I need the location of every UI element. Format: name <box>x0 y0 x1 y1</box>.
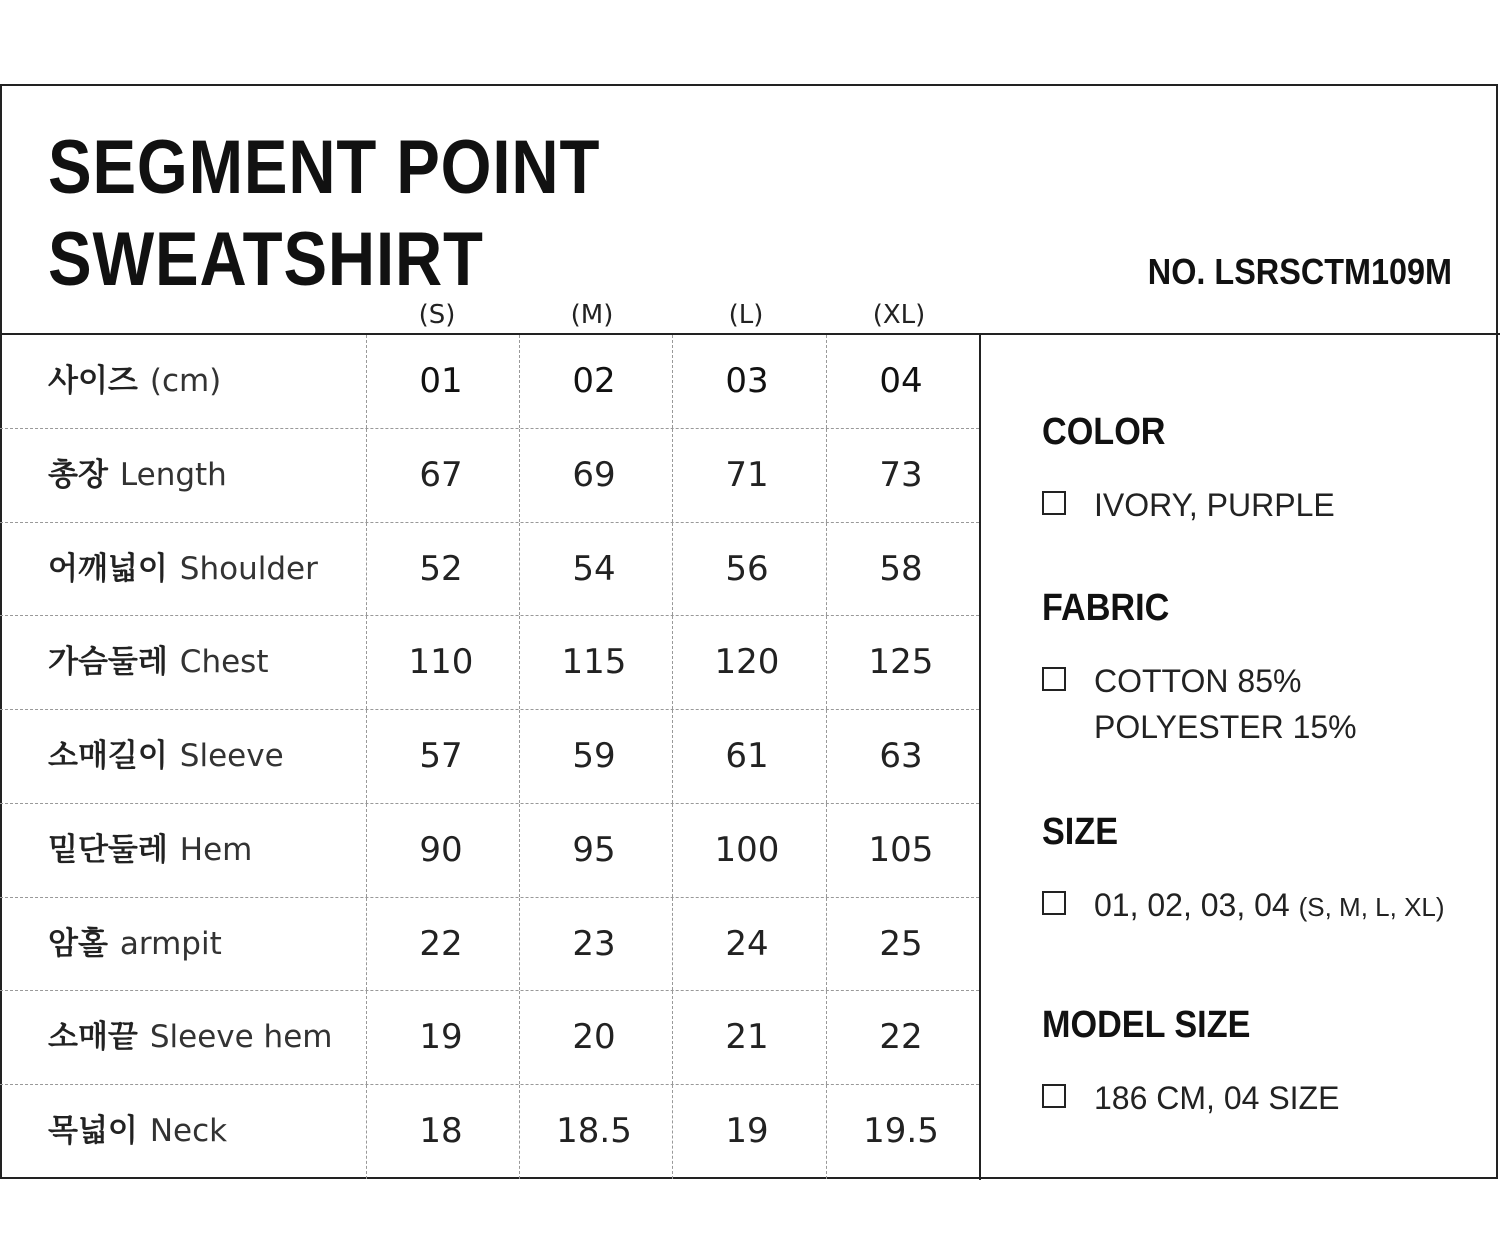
measurement-cell: 56 <box>725 548 769 589</box>
row-label-ko: 가슴둘레 <box>48 644 168 681</box>
checkbox-icon <box>1042 891 1066 915</box>
measurement-cell: 18.5 <box>556 1111 632 1151</box>
measurement-row-neck <box>0 1085 979 1179</box>
product-title-line1: SEGMENT POINT <box>48 125 601 210</box>
row-label-ko: 사이즈 <box>48 363 138 399</box>
measurement-cell: 22 <box>879 1017 923 1058</box>
row-label-ko: 소매끝 <box>48 1019 138 1056</box>
measurement-cell: 19 <box>419 1017 463 1058</box>
fabric-heading: FABRIC <box>1042 587 1170 629</box>
row-label-en: Shoulder <box>179 550 318 587</box>
size-code-cell: 01 <box>419 361 463 401</box>
row-label-en: Hem <box>179 831 253 868</box>
size-letter-m: (M) <box>570 300 614 330</box>
size-letter-s: (S) <box>418 300 456 330</box>
product-title-line2: SWEATSHIRT <box>48 217 484 302</box>
size-note: (S, M, L, XL) <box>1298 892 1445 922</box>
checkbox-icon <box>1042 1084 1066 1108</box>
row-label <box>48 991 332 1084</box>
row-label-en: Sleeve <box>179 738 284 774</box>
measurement-cell: 115 <box>561 642 627 683</box>
product-number: NO. LSRSCTM109M <box>1147 251 1452 292</box>
row-label <box>48 710 284 803</box>
size-letter-xl: (XL) <box>872 300 926 330</box>
row-label <box>48 429 227 522</box>
size-code-cell: 03 <box>725 361 769 401</box>
fabric-line2: POLYESTER 15% <box>1094 709 1357 745</box>
fabric-item <box>1042 658 1357 750</box>
row-label <box>48 335 221 428</box>
measurement-cell: 19 <box>725 1111 769 1151</box>
measurement-cell: 24 <box>725 923 769 964</box>
measurement-row-length <box>0 429 979 523</box>
model-size-heading: MODEL SIZE <box>1042 1004 1251 1046</box>
fabric-section <box>1042 586 1357 750</box>
size-code-cell: 02 <box>572 361 616 401</box>
size-section <box>1042 810 1445 930</box>
size-code-cell: 04 <box>879 361 923 401</box>
row-label-ko: 밑단둘레 <box>48 831 168 868</box>
measurement-cell: 18 <box>419 1111 463 1151</box>
row-label <box>48 616 268 709</box>
measurement-cell: 61 <box>725 736 769 776</box>
checkbox-icon <box>1042 667 1066 691</box>
measurement-cell: 19.5 <box>863 1111 939 1151</box>
model-size-value: 186 CM, 04 SIZE <box>1094 1080 1340 1116</box>
size-table-header-row <box>0 335 979 429</box>
measurement-cell: 120 <box>714 642 780 683</box>
checkbox-icon <box>1042 491 1066 515</box>
row-label-en: Neck <box>149 1113 228 1149</box>
row-label-en: armpit <box>119 925 222 962</box>
measurement-cell: 58 <box>879 548 923 589</box>
product-title <box>48 122 600 306</box>
row-label-en: Length <box>119 456 227 493</box>
row-label-ko: 어깨넓이 <box>48 550 168 587</box>
measurement-row-sleeve-hem <box>0 991 979 1085</box>
model-size-item <box>1042 1075 1339 1121</box>
measurement-row-shoulder <box>0 523 979 617</box>
row-label <box>48 804 252 897</box>
row-label-ko: 목넓이 <box>48 1113 138 1149</box>
row-label-en: (cm) <box>149 363 222 399</box>
size-letter-l: (L) <box>728 300 764 330</box>
size-value: 01, 02, 03, 04 <box>1094 887 1290 923</box>
color-section <box>1042 410 1335 528</box>
measurement-cell: 100 <box>714 829 780 870</box>
measurement-cell: 63 <box>879 736 923 776</box>
row-label <box>48 523 318 616</box>
measurement-cell: 110 <box>408 642 474 683</box>
measurement-cell: 73 <box>879 454 923 495</box>
measurement-cell: 21 <box>725 1017 769 1058</box>
measurement-cell: 57 <box>419 736 463 776</box>
measurement-cell: 125 <box>868 642 934 683</box>
color-value: IVORY, PURPLE <box>1094 487 1335 523</box>
measurement-row-sleeve <box>0 710 979 804</box>
row-label <box>48 898 222 991</box>
measurement-cell: 22 <box>419 923 463 964</box>
size-item <box>1042 882 1445 930</box>
measurement-row-hem <box>0 804 979 898</box>
row-label-en: Chest <box>179 644 269 681</box>
measurement-cell: 71 <box>725 454 769 495</box>
row-label-ko: 암홀 <box>48 925 108 962</box>
measurement-cell: 95 <box>572 829 616 870</box>
row-label-ko: 소매길이 <box>48 738 168 774</box>
measurement-cell: 59 <box>572 736 616 776</box>
measurement-row-chest <box>0 616 979 710</box>
row-label-ko: 총장 <box>48 456 108 493</box>
row-label-en: Sleeve hem <box>149 1019 333 1056</box>
measurement-cell: 105 <box>868 829 934 870</box>
measurement-cell: 69 <box>572 454 616 495</box>
measurement-cell: 67 <box>419 454 463 495</box>
measurement-cell: 23 <box>572 923 616 964</box>
measurement-row-armpit <box>0 898 979 992</box>
color-item <box>1042 482 1335 528</box>
size-heading: SIZE <box>1042 811 1119 853</box>
row-label <box>48 1085 227 1178</box>
fabric-line1: COTTON 85% <box>1094 663 1302 699</box>
measurement-cell: 54 <box>572 548 616 589</box>
color-heading: COLOR <box>1042 411 1166 453</box>
column-divider <box>979 334 981 1180</box>
measurement-cell: 20 <box>572 1017 616 1058</box>
size-table <box>0 335 979 1179</box>
model-size-section <box>1042 1003 1339 1121</box>
measurement-cell: 90 <box>419 829 463 870</box>
measurement-cell: 25 <box>879 923 923 964</box>
measurement-cell: 52 <box>419 548 463 589</box>
